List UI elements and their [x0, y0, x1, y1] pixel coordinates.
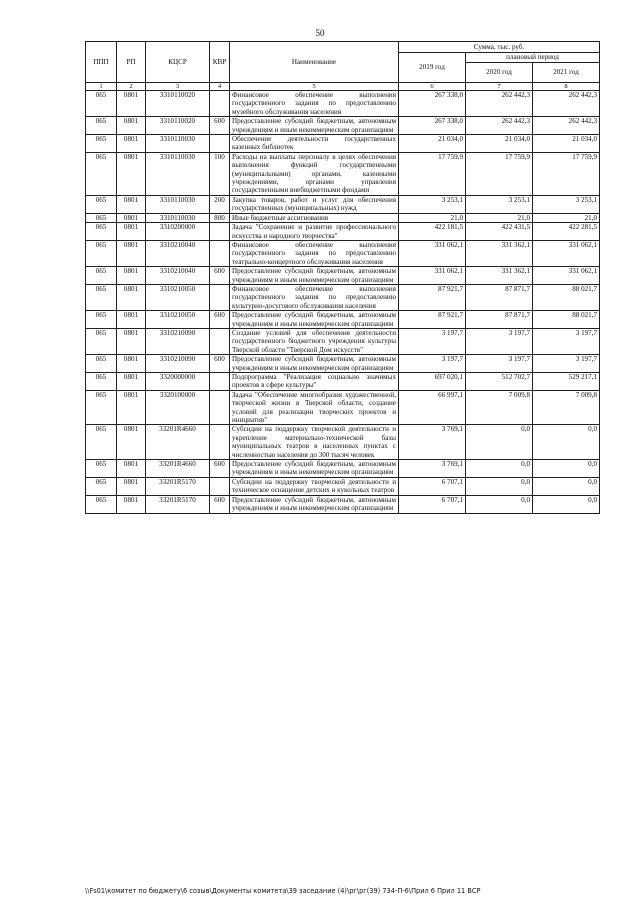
header-2021: 2021 год [533, 63, 600, 83]
table-row [86, 425, 600, 460]
cell-ppp: 065 [86, 223, 117, 241]
cell-2021: 0,0 [533, 495, 600, 513]
table-row [86, 390, 600, 425]
cell-kvr [210, 240, 230, 266]
cell-2020: 0,0 [466, 425, 533, 460]
column-number-row [86, 83, 600, 91]
cell-2020: 422 431,5 [466, 223, 533, 241]
cell-2020: 512 702,7 [466, 373, 533, 391]
cell-2020: 87 871,7 [466, 284, 533, 310]
cell-kcsr: 3310210090 [146, 328, 210, 354]
table-row [86, 240, 600, 266]
cell-2020: 262 442,3 [466, 91, 533, 117]
header-rp: РП [117, 42, 146, 83]
cell-2019: 21,0 [399, 213, 466, 222]
cell-name: Иные бюджетные ассигнования [230, 213, 399, 222]
cell-rp: 0801 [117, 117, 146, 135]
cell-2020: 17 759,9 [466, 152, 533, 195]
cell-2021: 0,0 [533, 425, 600, 460]
cell-2019: 6 707,1 [399, 477, 466, 495]
table-row [86, 373, 600, 391]
cell-2021: 21 034,0 [533, 135, 600, 153]
cell-2021: 3 197,7 [533, 328, 600, 354]
cell-2021: 262 442,3 [533, 91, 600, 117]
cell-name: Предоставление субсидий бюджетным, автономным учреждениям и иным некоммерческим организациям [230, 355, 399, 373]
cell-2021: 262 442,3 [533, 117, 600, 135]
cell-kcsr: 3310110030 [146, 135, 210, 153]
cell-2020: 0,0 [466, 460, 533, 478]
column-number: 7 [466, 83, 533, 91]
cell-name: Предоставление субсидий бюджетным, автономным учреждениям и иным некоммерческим организациям [230, 117, 399, 135]
table-row [86, 135, 600, 153]
column-number: 2 [117, 83, 146, 91]
cell-kvr [210, 390, 230, 425]
table-row [86, 495, 600, 513]
cell-name: Субсидии на поддержку творческой деятельности и укрепление материально-технической базы муниципальных театров в населенных пунктах с численностью населения до 300 тысяч человек [230, 425, 399, 460]
cell-2021: 0,0 [533, 477, 600, 495]
cell-2021: 3 197,7 [533, 355, 600, 373]
cell-2019: 3 769,1 [399, 425, 466, 460]
cell-2021: 21,0 [533, 213, 600, 222]
cell-kcsr: 3320100000 [146, 390, 210, 425]
page-number: 50 [315, 28, 325, 38]
cell-kcsr: 3310210050 [146, 284, 210, 310]
cell-ppp: 065 [86, 135, 117, 153]
cell-2019: 87 921,7 [399, 311, 466, 329]
cell-2019: 331 062,1 [399, 267, 466, 285]
cell-name: Закупка товаров, работ и услуг для обеспечения государственных (муниципальных) нужд [230, 195, 399, 213]
header-sum: Сумма, тыс. руб. [399, 42, 600, 53]
cell-2020: 262 442,3 [466, 117, 533, 135]
cell-name: Финансовое обеспечение выполнения государственного задания по предоставлению культурно-досугового обслуживания населения [230, 284, 399, 310]
cell-kvr [210, 91, 230, 117]
table-row [86, 477, 600, 495]
cell-rp: 0801 [117, 240, 146, 266]
column-number: 3 [146, 83, 210, 91]
cell-ppp: 065 [86, 267, 117, 285]
cell-2021: 331 062,1 [533, 240, 600, 266]
cell-ppp: 065 [86, 152, 117, 195]
cell-name: Предоставление субсидий бюджетным, автономным учреждениям и иным некоммерческим организациям [230, 495, 399, 513]
cell-rp: 0801 [117, 213, 146, 222]
cell-2019: 697 020,1 [399, 373, 466, 391]
cell-rp: 0801 [117, 267, 146, 285]
cell-ppp: 065 [86, 373, 117, 391]
cell-name: Подпрограмма "Реализация социально значимых проектов в сфере культуры" [230, 373, 399, 391]
table-row [86, 152, 600, 195]
table-row [86, 284, 600, 310]
table-header [86, 42, 600, 91]
cell-kvr: 800 [210, 213, 230, 222]
cell-rp: 0801 [117, 328, 146, 354]
cell-ppp: 065 [86, 117, 117, 135]
header-ppp: ППП [86, 42, 117, 83]
budget-table [85, 41, 600, 514]
cell-kcsr: 33201R5170 [146, 495, 210, 513]
footer-file-path: \\Fs01\комитет по бюджету\6 созыв\Документы комитета\39 заседание (4)\рг\рг(39) 734-П-6\Прил 6 Прил 11 ВСР [85, 887, 481, 895]
cell-kvr: 600 [210, 311, 230, 329]
table-row [86, 355, 600, 373]
cell-rp: 0801 [117, 355, 146, 373]
cell-2020: 3 253,1 [466, 195, 533, 213]
table-row [86, 195, 600, 213]
cell-rp: 0801 [117, 152, 146, 195]
cell-name: Финансовое обеспечение выполнения государственного задания по предоставлению музейного обслуживания населения [230, 91, 399, 117]
cell-2019: 6 707,1 [399, 495, 466, 513]
cell-name: Задача "Обеспечение многообразия художественной, творческой жизни в Тверской области, создание условий для реализации творческих проектов и инициатив" [230, 390, 399, 425]
table-row [86, 223, 600, 241]
cell-rp: 0801 [117, 495, 146, 513]
cell-2021: 331 062,1 [533, 267, 600, 285]
cell-ppp: 065 [86, 460, 117, 478]
table-row [86, 117, 600, 135]
header-name: Наименование [230, 42, 399, 83]
cell-ppp: 065 [86, 328, 117, 354]
cell-kvr: 600 [210, 460, 230, 478]
cell-name: Обеспечение деятельности государственных казенных библиотек [230, 135, 399, 153]
cell-ppp: 065 [86, 495, 117, 513]
cell-kcsr: 3310110030 [146, 195, 210, 213]
cell-2020: 331 362,1 [466, 267, 533, 285]
cell-kvr: 100 [210, 152, 230, 195]
cell-ppp: 065 [86, 390, 117, 425]
cell-ppp: 065 [86, 311, 117, 329]
cell-kcsr: 3310200000 [146, 223, 210, 241]
cell-rp: 0801 [117, 223, 146, 241]
cell-name: Создание условий для обеспечения деятельности государственного бюджетного учреждения культуры Тверской области "Тверской Дом искусств" [230, 328, 399, 354]
cell-rp: 0801 [117, 195, 146, 213]
cell-kvr: 600 [210, 355, 230, 373]
cell-2019: 267 338,0 [399, 91, 466, 117]
cell-name: Финансовое обеспечение выполнения государственного задания по предоставлению театрально-концертного обслуживания населения [230, 240, 399, 266]
cell-kcsr: 33201R5170 [146, 477, 210, 495]
cell-name: Субсидии на поддержку творческой деятельности и техническое оснащение детских и кукольных театров [230, 477, 399, 495]
cell-kvr [210, 477, 230, 495]
cell-2020: 7 009,8 [466, 390, 533, 425]
cell-2019: 21 034,0 [399, 135, 466, 153]
cell-rp: 0801 [117, 477, 146, 495]
cell-kcsr: 3310110030 [146, 213, 210, 222]
cell-2019: 17 759,9 [399, 152, 466, 195]
cell-name: Предоставление субсидий бюджетным, автономным учреждениям и иным некоммерческим организациям [230, 460, 399, 478]
cell-2020: 21,0 [466, 213, 533, 222]
header-kvr: КВР [210, 42, 230, 83]
header-2020: 2020 год [466, 63, 533, 83]
cell-ppp: 065 [86, 425, 117, 460]
cell-2019: 422 181,5 [399, 223, 466, 241]
cell-2021: 88 021,7 [533, 311, 600, 329]
cell-kcsr: 3310210090 [146, 355, 210, 373]
cell-kvr [210, 223, 230, 241]
cell-2019: 66 997,1 [399, 390, 466, 425]
cell-2020: 3 197,7 [466, 328, 533, 354]
cell-ppp: 065 [86, 355, 117, 373]
cell-2019: 87 921,7 [399, 284, 466, 310]
cell-ppp: 065 [86, 91, 117, 117]
cell-2019: 3 197,7 [399, 355, 466, 373]
table-row [86, 311, 600, 329]
cell-2019: 267 338,0 [399, 117, 466, 135]
cell-kvr: 600 [210, 495, 230, 513]
table-row [86, 213, 600, 222]
cell-kcsr: 3310110020 [146, 117, 210, 135]
header-2019: 2019 год [399, 53, 466, 83]
cell-name: Предоставление субсидий бюджетным, автономным учреждениям и иным некоммерческим организациям [230, 267, 399, 285]
table-body [86, 91, 600, 514]
cell-2021: 3 253,1 [533, 195, 600, 213]
cell-rp: 0801 [117, 311, 146, 329]
cell-2020: 3 197,7 [466, 355, 533, 373]
cell-2021: 529 217,1 [533, 373, 600, 391]
cell-2020: 0,0 [466, 477, 533, 495]
cell-2020: 331 362,1 [466, 240, 533, 266]
cell-2021: 17 759,9 [533, 152, 600, 195]
cell-ppp: 065 [86, 284, 117, 310]
column-number: 5 [230, 83, 399, 91]
cell-2020: 87 871,7 [466, 311, 533, 329]
cell-kvr [210, 328, 230, 354]
cell-rp: 0801 [117, 135, 146, 153]
cell-kcsr: 3310210040 [146, 267, 210, 285]
cell-kvr [210, 425, 230, 460]
cell-kvr: 200 [210, 195, 230, 213]
cell-rp: 0801 [117, 284, 146, 310]
cell-ppp: 065 [86, 477, 117, 495]
header-kcsr: КЦСР [146, 42, 210, 83]
cell-kcsr: 33201R4660 [146, 425, 210, 460]
cell-2021: 88 021,7 [533, 284, 600, 310]
cell-name: Задача "Сохранение и развитие профессионального искусства и народного творчества" [230, 223, 399, 241]
cell-rp: 0801 [117, 460, 146, 478]
cell-kcsr: 3310110030 [146, 152, 210, 195]
table-row [86, 460, 600, 478]
column-number: 8 [533, 83, 600, 91]
cell-kcsr: 3310110020 [146, 91, 210, 117]
cell-rp: 0801 [117, 91, 146, 117]
table-row [86, 267, 600, 285]
cell-rp: 0801 [117, 373, 146, 391]
cell-kcsr: 33201R4660 [146, 460, 210, 478]
cell-kvr [210, 284, 230, 310]
cell-2019: 3 197,7 [399, 328, 466, 354]
cell-2019: 3 769,1 [399, 460, 466, 478]
cell-2021: 0,0 [533, 460, 600, 478]
cell-kvr: 600 [210, 117, 230, 135]
cell-2021: 7 009,8 [533, 390, 600, 425]
table-row [86, 91, 600, 117]
cell-kvr [210, 373, 230, 391]
cell-2020: 0,0 [466, 495, 533, 513]
header-planned-period: плановый период [466, 53, 600, 63]
cell-ppp: 065 [86, 213, 117, 222]
column-number: 4 [210, 83, 230, 91]
cell-rp: 0801 [117, 425, 146, 460]
cell-rp: 0801 [117, 390, 146, 425]
table-row [86, 328, 600, 354]
cell-2019: 331 062,1 [399, 240, 466, 266]
cell-kcsr: 3320000000 [146, 373, 210, 391]
cell-name: Расходы на выплаты персоналу в целях обеспечения выполнения функций государственными (муниципальными) органами, казенными учреждениями, органами управления государственными внебюджетными фондами [230, 152, 399, 195]
cell-ppp: 065 [86, 240, 117, 266]
cell-ppp: 065 [86, 195, 117, 213]
column-number: 1 [86, 83, 117, 91]
cell-kcsr: 3310210050 [146, 311, 210, 329]
cell-2020: 21 034,0 [466, 135, 533, 153]
cell-2021: 422 281,5 [533, 223, 600, 241]
cell-kvr [210, 135, 230, 153]
column-number: 6 [399, 83, 466, 91]
cell-kvr: 600 [210, 267, 230, 285]
cell-name: Предоставление субсидий бюджетным, автономным учреждениям и иным некоммерческим организациям [230, 311, 399, 329]
cell-2019: 3 253,1 [399, 195, 466, 213]
cell-kcsr: 3310210040 [146, 240, 210, 266]
